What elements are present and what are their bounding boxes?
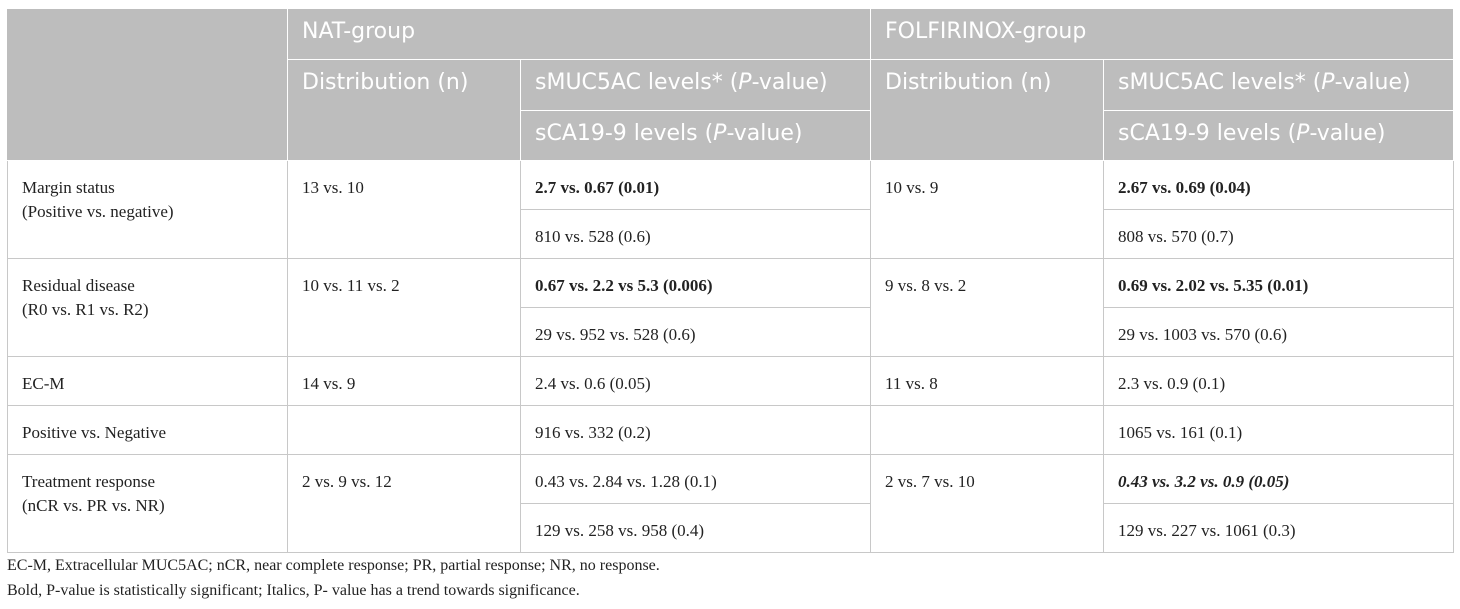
nat-distribution-cell: 13 vs. 10 <box>288 161 521 259</box>
table-row <box>8 161 1454 210</box>
fol-sca19-9-cell: 808 vs. 570 (0.7) <box>1104 210 1454 259</box>
footnote-formatting: Bold, P-value is statistically significant; Italics, P- value has a trend towards significance. <box>7 582 580 599</box>
table-row <box>8 357 1454 406</box>
header-empty-cell <box>8 9 288 161</box>
row-label: Residual disease (R0 vs. R1 vs. R2) <box>8 259 288 357</box>
header-fol-distribution: Distribution (n) <box>871 60 1104 161</box>
table-row <box>8 259 1454 308</box>
nat-distribution-empty <box>288 406 521 455</box>
fol-sca19-9-cell: 1065 vs. 161 (0.1) <box>1104 406 1454 455</box>
nat-smuc5ac-cell: 0.67 vs. 2.2 vs 5.3 (0.006) <box>521 259 871 308</box>
nat-sca19-9-cell: 810 vs. 528 (0.6) <box>521 210 871 259</box>
header-folfirinox-group: FOLFIRINOX-group <box>871 9 1454 60</box>
fol-smuc5ac-cell: 2.3 vs. 0.9 (0.1) <box>1104 357 1454 406</box>
nat-distribution-cell: 2 vs. 9 vs. 12 <box>288 455 521 553</box>
fol-distribution-cell: 10 vs. 9 <box>871 161 1104 259</box>
fol-sca19-9-cell: 129 vs. 227 vs. 1061 (0.3) <box>1104 504 1454 553</box>
table-row <box>8 455 1454 504</box>
header-nat-sca19-9: sCA19-9 levels (P-value) <box>521 111 871 161</box>
header-nat-smuc5ac: sMUC5AC levels* (P-value) <box>521 60 871 111</box>
nat-sca19-9-cell: 29 vs. 952 vs. 528 (0.6) <box>521 308 871 357</box>
table-container <box>7 8 1453 553</box>
nat-sca19-9-cell: 916 vs. 332 (0.2) <box>521 406 871 455</box>
nat-distribution-cell: 10 vs. 11 vs. 2 <box>288 259 521 357</box>
fol-distribution-cell: 2 vs. 7 vs. 10 <box>871 455 1104 553</box>
fol-smuc5ac-cell: 2.67 vs. 0.69 (0.04) <box>1104 161 1454 210</box>
header-nat-group: NAT-group <box>288 9 871 60</box>
fol-distribution-empty <box>871 406 1104 455</box>
nat-sca19-9-cell: 129 vs. 258 vs. 958 (0.4) <box>521 504 871 553</box>
header-nat-distribution: Distribution (n) <box>288 60 521 161</box>
header-row-groups <box>8 9 1454 60</box>
header-fol-sca19-9: sCA19-9 levels (P-value) <box>1104 111 1454 161</box>
table-footnotes <box>7 553 660 603</box>
fol-distribution-cell: 9 vs. 8 vs. 2 <box>871 259 1104 357</box>
nat-smuc5ac-cell: 2.4 vs. 0.6 (0.05) <box>521 357 871 406</box>
table-row <box>8 406 1454 455</box>
nat-distribution-cell: 14 vs. 9 <box>288 357 521 406</box>
fol-sca19-9-cell: 29 vs. 1003 vs. 570 (0.6) <box>1104 308 1454 357</box>
row-label: Margin status (Positive vs. negative) <box>8 161 288 259</box>
nat-smuc5ac-cell: 0.43 vs. 2.84 vs. 1.28 (0.1) <box>521 455 871 504</box>
row-label: EC-M <box>8 357 288 406</box>
results-table <box>7 8 1454 553</box>
row-label: Positive vs. Negative <box>8 406 288 455</box>
fol-smuc5ac-cell: 0.43 vs. 3.2 vs. 0.9 (0.05) <box>1104 455 1454 504</box>
row-label: Treatment response (nCR vs. PR vs. NR) <box>8 455 288 553</box>
header-fol-smuc5ac: sMUC5AC levels* (P-value) <box>1104 60 1454 111</box>
nat-smuc5ac-cell: 2.7 vs. 0.67 (0.01) <box>521 161 871 210</box>
fol-smuc5ac-cell: 0.69 vs. 2.02 vs. 5.35 (0.01) <box>1104 259 1454 308</box>
fol-distribution-cell: 11 vs. 8 <box>871 357 1104 406</box>
footnote-abbreviations: EC-M, Extracellular MUC5AC; nCR, near complete response; PR, partial response; NR, no response. <box>7 557 660 574</box>
